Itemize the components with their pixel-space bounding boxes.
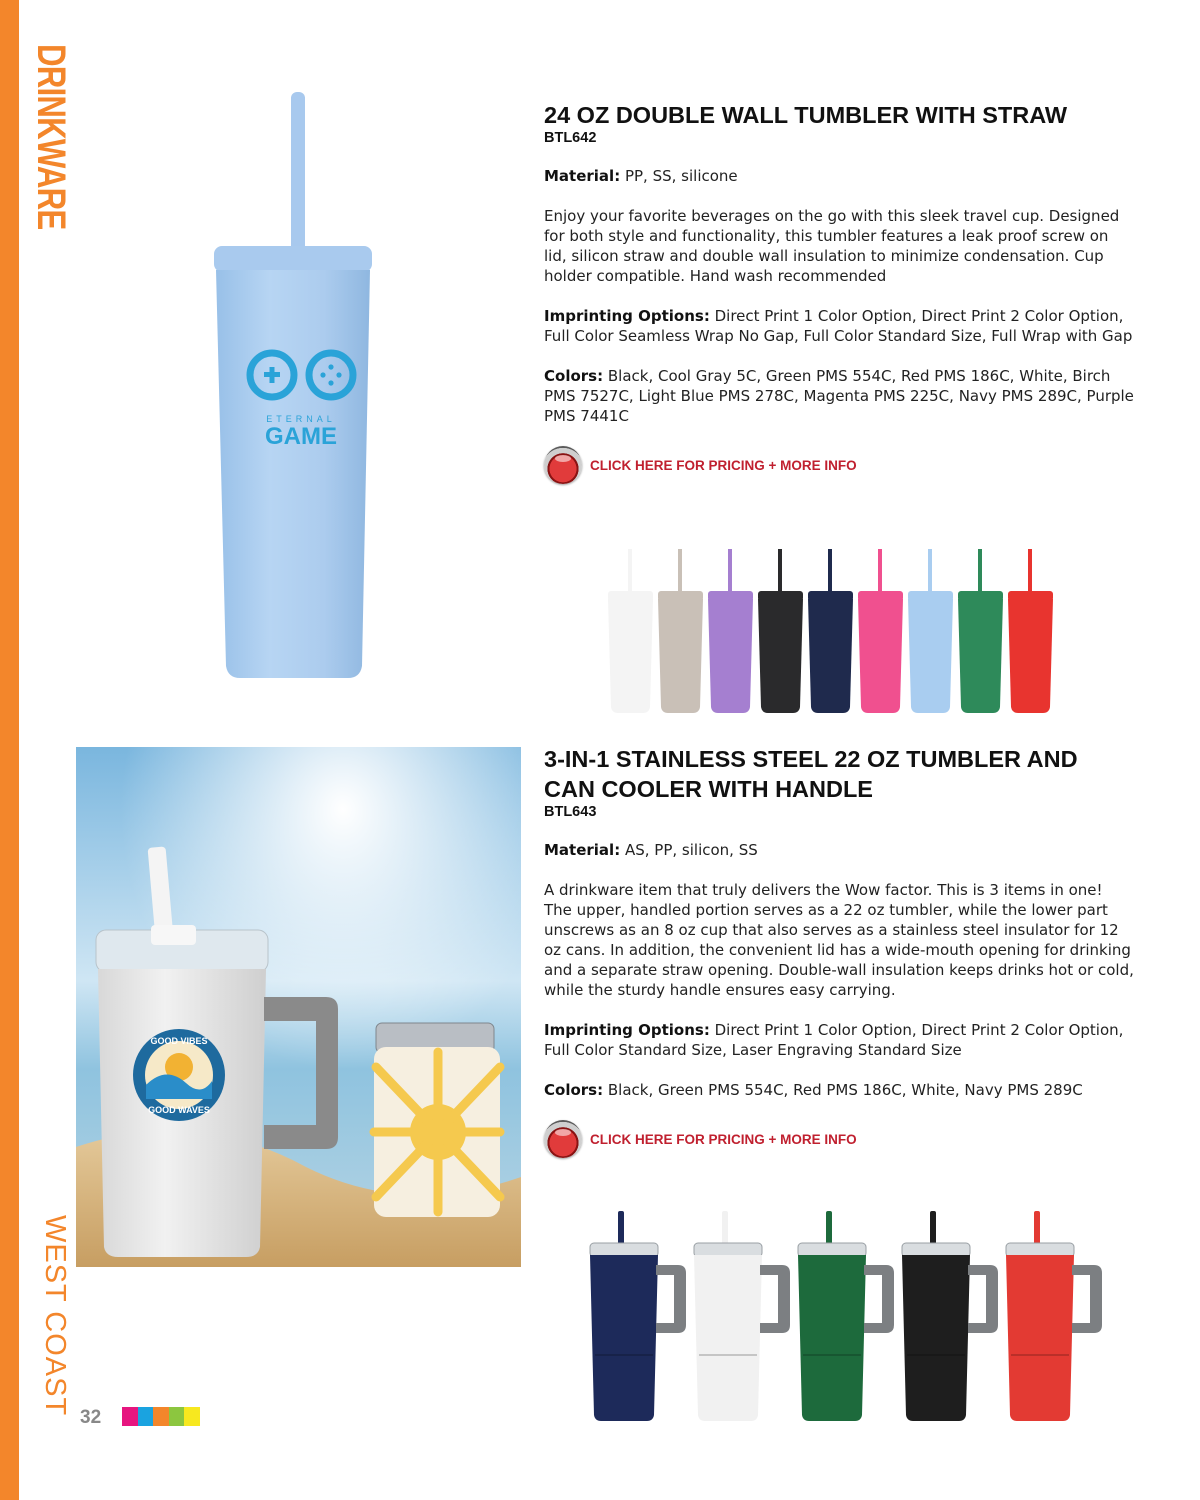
- can-cooler: [374, 1023, 500, 1217]
- material-line: Material: AS, PP, silicon, SS: [544, 841, 758, 859]
- product-btl642: [544, 100, 1134, 484]
- color-options: Colors: Black, Green PMS 554C, Red PMS 186C, White, Navy PMS 289C: [544, 1081, 1083, 1099]
- product-image-mug-beach: [76, 747, 521, 1267]
- tumbler-lid: [214, 246, 372, 272]
- svg-text:GOOD WAVES: GOOD WAVES: [148, 1105, 210, 1115]
- tumbler-color-variants: [600, 545, 1060, 720]
- imprinting-options: Imprinting Options: Direct Print 1 Color Option, Direct Print 2 Color Option, Full Color Standard Size, Laser Engraving Standard Size: [544, 1021, 1124, 1059]
- product-title: 24 OZ DOUBLE WALL TUMBLER WITH STRAW: [544, 102, 1068, 128]
- color-swatch: [153, 1407, 169, 1426]
- svg-text:GOOD VIBES: GOOD VIBES: [150, 1036, 208, 1046]
- mug-variant: [694, 1211, 790, 1421]
- svg-text:GAME: GAME: [265, 423, 337, 450]
- red-button-icon[interactable]: [544, 446, 582, 484]
- product-image-tumbler: [200, 88, 390, 688]
- product-title: 3-IN-1 STAINLESS STEEL 22 OZ TUMBLER AND CAN COOLER WITH HANDLE: [544, 746, 1078, 802]
- color-swatch: [138, 1407, 154, 1426]
- color-swatches: [122, 1407, 200, 1426]
- color-options: Colors: Black, Cool Gray 5C, Green PMS 554C, Red PMS 186C, White, Birch PMS 7527C, Light Blue PMS 278C, Magenta PMS 225C, Navy PMS 289C, Purple PMS 7441C: [544, 367, 1134, 425]
- tumbler-variant: [708, 549, 753, 713]
- mug-color-variants: [585, 1205, 1105, 1425]
- tumbler-variant: [758, 549, 803, 713]
- imprinting-options: Imprinting Options: Direct Print 1 Color Option, Direct Print 2 Color Option, Full Color Seamless Wrap No Gap, Full Color Standard Size, Full Wrap with Gap: [544, 307, 1133, 345]
- mug-variant: [798, 1211, 894, 1421]
- color-swatch: [122, 1407, 138, 1426]
- red-button-icon[interactable]: [544, 1120, 582, 1158]
- product-code: BTL643: [544, 804, 597, 820]
- section-title: DRINKWARE: [29, 44, 73, 230]
- tumbler-body: [216, 270, 370, 678]
- product-code: BTL642: [544, 130, 597, 146]
- tumbler-variant: [608, 549, 653, 713]
- mug-variant: [590, 1211, 686, 1421]
- mug-variant: [902, 1211, 998, 1421]
- brand-footer-label: WEST COAST: [39, 1215, 71, 1417]
- product-btl643: [544, 744, 1134, 1158]
- pricing-link[interactable]: CLICK HERE FOR PRICING + MORE INFO: [544, 1120, 1134, 1158]
- tumbler-variant: [908, 549, 953, 713]
- tumbler-variant: [958, 549, 1003, 713]
- material-line: Material: PP, SS, silicone: [544, 167, 738, 185]
- mug-variant: [1006, 1211, 1102, 1421]
- tumbler-variant: [808, 549, 853, 713]
- orange-side-bar: [0, 0, 19, 1500]
- product-description: A drinkware item that truly delivers the Wow factor. This is 3 items in one! The upper, handled portion serves as a 22 oz tumbler, while the lower part unscrews as an 8 oz cup that also serves as a stainless steel insulator for 12 oz cans. In addition, the convenient lid has a wide-mouth opening for drinking and a separate straw opening. Double-wall insulation keeps drinks hot or cold, while the sturdy handle ensures easy carrying.: [544, 881, 1134, 999]
- straw: [291, 92, 305, 258]
- tumbler-variant: [858, 549, 903, 713]
- tumbler-variant: [1008, 549, 1053, 713]
- pricing-link[interactable]: CLICK HERE FOR PRICING + MORE INFO: [544, 446, 1134, 484]
- color-swatch: [184, 1407, 200, 1426]
- svg-text:ETERNAL: ETERNAL: [266, 414, 336, 424]
- color-swatch: [169, 1407, 185, 1426]
- product-description: Enjoy your favorite beverages on the go with this sleek travel cup. Designed for both style and functionality, this tumbler features a leak proof screw on lid, silicon straw and double wall insulation to minimize condensation. Cup holder compatible. Hand wash recommended: [544, 207, 1120, 285]
- tumbler-variant: [658, 549, 703, 713]
- page-number: 32: [80, 1407, 102, 1428]
